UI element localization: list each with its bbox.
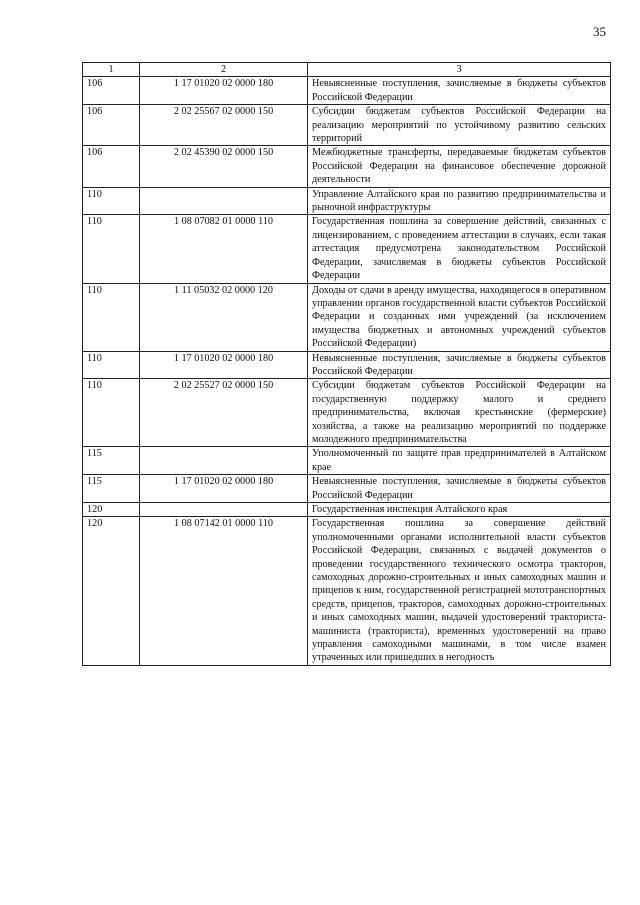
revenue-name-cell: Субсидии бюджетам субъектов Российской Федерации на реализацию мероприятий по устойчивому развитию сельских территорий xyxy=(308,105,611,146)
revenue-code-cell: 2 02 25527 02 0000 150 xyxy=(140,379,308,447)
table-row xyxy=(83,187,611,215)
admin-code-cell: 120 xyxy=(83,503,140,517)
admin-code-cell: 115 xyxy=(83,475,140,503)
table-row xyxy=(83,283,611,351)
admin-code-cell: 106 xyxy=(83,146,140,187)
revenue-code-cell: 1 17 01020 02 0000 180 xyxy=(140,475,308,503)
admin-code-cell: 106 xyxy=(83,77,140,105)
table-row xyxy=(83,503,611,517)
revenue-name-cell: Государственная инспекция Алтайского края xyxy=(308,503,611,517)
admin-code-cell: 110 xyxy=(83,215,140,283)
budget-classification-table xyxy=(82,62,611,666)
admin-code-cell: 106 xyxy=(83,105,140,146)
revenue-code-cell: 1 17 01020 02 0000 180 xyxy=(140,77,308,105)
column-header-2: 2 xyxy=(140,63,308,77)
revenue-name-cell: Субсидии бюджетам субъектов Российской Федерации на государственную поддержку малого и среднего предпринимательства, включая крестьянские (фермерские) хозяйства, а также на реализацию мероприятий по поддержке молодежного предпринимательства xyxy=(308,379,611,447)
revenue-code-cell: 1 08 07082 01 0000 110 xyxy=(140,215,308,283)
table-row xyxy=(83,77,611,105)
admin-code-cell: 110 xyxy=(83,351,140,379)
table-row xyxy=(83,517,611,665)
revenue-code-cell: 1 08 07142 01 0000 110 xyxy=(140,517,308,665)
revenue-code-cell xyxy=(140,503,308,517)
revenue-name-cell: Управление Алтайского края по развитию предпринимательства и рыночной инфраструктуры xyxy=(308,187,611,215)
admin-code-cell: 110 xyxy=(83,379,140,447)
admin-code-cell: 120 xyxy=(83,517,140,665)
table-header-row xyxy=(83,63,611,77)
revenue-name-cell: Государственная пошлина за совершение действий, связанных с лицензированием, с проведением аттестации в случаях, если такая аттестация предусмотрена законодательством Российской Федерации, зачисляемая в бюджеты субъектов Российской Федерации xyxy=(308,215,611,283)
revenue-code-cell xyxy=(140,447,308,475)
revenue-code-cell: 1 17 01020 02 0000 180 xyxy=(140,351,308,379)
table-row xyxy=(83,146,611,187)
table-row xyxy=(83,351,611,379)
table-row xyxy=(83,475,611,503)
column-header-3: 3 xyxy=(308,63,611,77)
revenue-name-cell: Доходы от сдачи в аренду имущества, находящегося в оперативном управлении органов государственной власти субъектов Российской Федерации и созданных ими учреждений (за исключением имущества бюджетных и автономных учреждений субъектов Российской Федерации) xyxy=(308,283,611,351)
revenue-code-cell xyxy=(140,187,308,215)
revenue-name-cell: Уполномоченный по защите прав предпринимателей в Алтайском крае xyxy=(308,447,611,475)
table-row xyxy=(83,379,611,447)
table-row xyxy=(83,105,611,146)
revenue-name-cell: Государственная пошлина за совершение действий уполномоченными органами исполнительной власти субъектов Российской Федерации, связанных с выдачей документов о проведении государственного технического осмотра тракторов, самоходных дорожно-строительных и иных самоходных машин и прицепов к ним, государственной регистрацией мототранспортных средств, прицепов, тракторов, самоходных дорожно-строительных и иных самоходных машин, выдачей удостоверений тракториста-машиниста (тракториста), временных удостоверений на право управления самоходными машинами, в том числе взамен утраченных или пришедших в негодность xyxy=(308,517,611,665)
revenue-name-cell: Невыясненные поступления, зачисляемые в бюджеты субъектов Российской Федерации xyxy=(308,475,611,503)
revenue-code-cell: 1 11 05032 02 0000 120 xyxy=(140,283,308,351)
table-row xyxy=(83,447,611,475)
page-number: 35 xyxy=(593,24,606,39)
admin-code-cell: 110 xyxy=(83,187,140,215)
revenue-name-cell: Невыясненные поступления, зачисляемые в бюджеты субъектов Российской Федерации xyxy=(308,351,611,379)
revenue-name-cell: Невыясненные поступления, зачисляемые в бюджеты субъектов Российской Федерации xyxy=(308,77,611,105)
admin-code-cell: 115 xyxy=(83,447,140,475)
admin-code-cell: 110 xyxy=(83,283,140,351)
column-header-1: 1 xyxy=(83,63,140,77)
revenue-name-cell: Межбюджетные трансферты, передаваемые бюджетам субъектов Российской Федерации на финансовое обеспечение дорожной деятельности xyxy=(308,146,611,187)
revenue-code-cell: 2 02 45390 02 0000 150 xyxy=(140,146,308,187)
revenue-code-cell: 2 02 25567 02 0000 150 xyxy=(140,105,308,146)
table-row xyxy=(83,215,611,283)
